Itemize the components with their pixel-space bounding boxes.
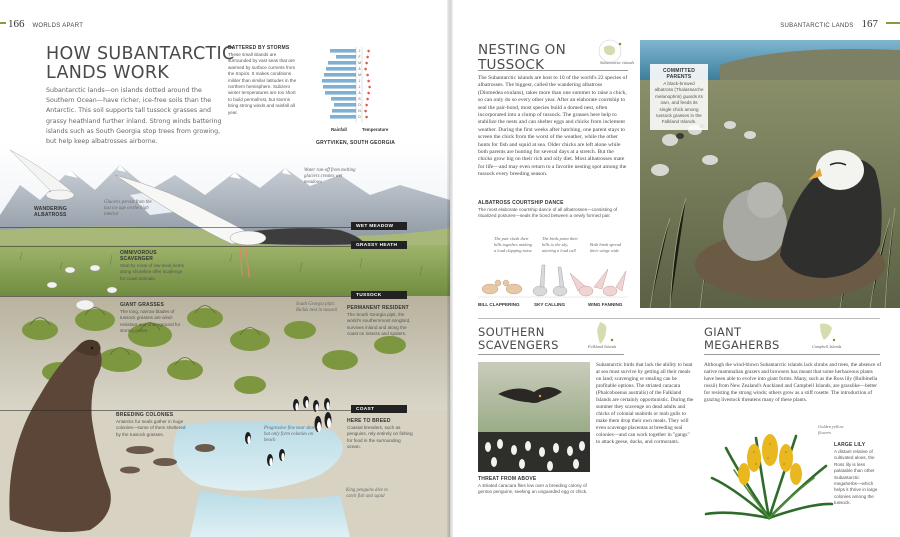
scavengers-rule [478, 354, 624, 355]
battered-head: BATTERED BY STORMS [228, 45, 290, 51]
megaherbs-title-line1: GIANT [704, 325, 742, 339]
page-title-line1: HOW SUBANTARCTIC [46, 44, 235, 64]
scavengers-title-line1: SOUTHERN [478, 325, 545, 339]
svg-text:F: F [358, 55, 361, 59]
svg-text:✱: ✱ [365, 114, 369, 120]
svg-text:✱: ✱ [366, 72, 370, 78]
dance-caption [478, 200, 628, 220]
committed-caption [650, 64, 708, 130]
svg-text:A: A [358, 91, 361, 95]
svg-text:✱: ✱ [364, 66, 368, 72]
map-icon-falklands [588, 320, 620, 346]
committed-head: COMMITTED PARENTS [662, 68, 696, 80]
nesting-title-line2: TUSSOCK [478, 57, 545, 73]
rainfall-bars [322, 49, 356, 119]
caracara-photo [478, 362, 590, 472]
rain-bar-dec [330, 115, 356, 119]
dance-note-clap: The pair clash their bills together, making a loud clapping noise [494, 236, 532, 253]
courtship-dance-illustration [478, 255, 628, 305]
megaherbs-rule [704, 354, 880, 355]
zone-line-grassy-heath [0, 246, 405, 247]
svg-text:✱: ✱ [367, 48, 371, 54]
temperature-markers [364, 49, 372, 120]
svg-text:J: J [358, 49, 361, 53]
rain-bar-jun [322, 79, 356, 83]
lily-head: LARGE LILY [834, 442, 866, 448]
svg-text:A: A [358, 67, 361, 71]
rain-bar-may [324, 73, 356, 77]
map-icon-campbell [812, 320, 844, 346]
omnivorous-caption [120, 250, 186, 282]
rain-bar-feb [336, 55, 356, 59]
right-section-label: SUBANTARCTIC LANDS [780, 23, 854, 29]
committed-body: A black-browed albatross (Thalassarche melanophris) guards its own, and feeds its single chick among tussock grasses in the Falkland Islands. [654, 81, 704, 125]
svg-text:✱: ✱ [367, 78, 371, 84]
right-page [450, 0, 900, 537]
svg-text:✱: ✱ [364, 108, 368, 114]
zone-line-wet-meadow [0, 227, 405, 228]
rain-bar-aug [325, 91, 356, 95]
resident-head: PERMANENT RESIDENT [347, 305, 409, 311]
hereto-body: Coastal breeders, such as penguins, rely entirely on fishing for food in the surrounding ocean. [347, 425, 413, 450]
svg-text:✱: ✱ [366, 96, 370, 102]
right-folio [780, 18, 878, 30]
svg-text:✱: ✱ [365, 102, 369, 108]
dance-note-wing: Both birds spread their wings wide [590, 242, 622, 253]
svg-text:O: O [358, 103, 361, 107]
svg-text:D: D [358, 115, 361, 119]
glaciers-note: Glaciers persist from the last ice age on the high interior [104, 200, 152, 217]
battered-caption [228, 45, 298, 116]
lily-caption [834, 442, 882, 507]
breeding-body: Antarctic fur seals gather in huge colonies—some of them sheltered by the tussock grasses. [116, 419, 186, 437]
svg-text:M: M [358, 73, 361, 77]
climate-chart-svg [304, 45, 408, 135]
hereto-head: HERE TO BREED [347, 418, 391, 424]
svg-text:✱: ✱ [366, 54, 370, 60]
zone-tab-coast: COAST [351, 405, 407, 413]
book-gutter [447, 0, 453, 537]
left-folio [8, 18, 83, 30]
omnivorous-body: Starchy roots of low-level herbs along shoreline offer scavenge for coast animals. [120, 263, 185, 281]
king-penguin-note: King penguins dive to catch fish and squid [346, 488, 388, 499]
nesting-body: The Subantarctic islands are host to 10 of the world's 22 species of albatrosses. The biggest, called the wandering albatross (Diomedea exulans), takes more than one summer to raise a chick, so can only do so every other year. After an elaborate courtship to seal the pair-bond, most species build a domed nest, often incorporated into a clump of tussock. The grasses here help to stabilize the nests and can shelter eggs and chicks from inclement weather. During the first weeks after hatching, one parent stays to screen the chick from the worst of the weather, while the other hunts for fish and squid at sea. Older chicks are left alone while both parents are hunting for several days at a stretch. But the chicks grow big on their rich and oily diet. Most albatrosses mate for life—and may even return to a favorite nesting spot among the tussock every breeding season. [478, 75, 628, 178]
omnivorous-head: OMNIVOROUS SCAVENGER [120, 250, 157, 262]
svg-text:N: N [358, 109, 361, 113]
svg-text:J: J [358, 85, 361, 89]
left-folio-bar [0, 22, 6, 24]
ross-lily-illustration [704, 418, 834, 528]
zone-tab-wet-meadow: WET MEADOW [351, 222, 407, 230]
rain-bar-nov [332, 109, 356, 113]
wandering-label [34, 206, 74, 219]
giant-grasses-body: The long, narrow blades of tussock grasses are wind-resistant and underground for storing gases. [120, 309, 181, 334]
page-title [46, 45, 234, 83]
rain-bar-jul [323, 85, 356, 89]
right-folio-bar [886, 22, 900, 24]
rain-bar-sep [331, 97, 356, 101]
dance-label-sky: SKY CALLING [534, 302, 566, 307]
map-note-falklands: Falkland Islands [588, 344, 617, 349]
rain-bar-mar [328, 61, 356, 65]
lily-body: A distant relative of cultivated aloes, the Ross lily is less palatable than other Subantarctic megaherbs—which helps it thrive in large colonies among the tussock. [834, 449, 878, 506]
svg-text:✱: ✱ [368, 84, 372, 90]
pipit-note: South Georgia pipit. Builds nest in tussock [296, 302, 338, 313]
dance-head: ALBATROSS COURTSHIP DANCE [478, 200, 564, 206]
water-runoff-note: Water run-off from melting glaciers creates wet meadows [304, 168, 356, 185]
nesting-title-line1: NESTING ON [478, 42, 567, 58]
rain-bar-apr [326, 67, 356, 71]
left-section-label: WORLDS APART [32, 23, 84, 29]
lily-flowers-note: Golden yellow flowers [818, 424, 844, 435]
rain-bar-jan [330, 49, 356, 53]
right-page-number: 167 [861, 18, 878, 30]
map-note-campbell: Campbell Islands [812, 344, 842, 349]
zone-tab-grassy-heath: GRASSY HEATH [351, 241, 407, 249]
map-note-subantarctic: Subantarctic islands [600, 60, 635, 65]
hereto-caption [347, 418, 413, 451]
progressive-note: Progressive fine near shore, but only form colonies on beach [264, 426, 318, 443]
nesting-rule [478, 70, 628, 71]
left-page-number: 166 [8, 18, 25, 30]
section-divider [478, 318, 880, 319]
dance-label-wing: WING FANNING [588, 302, 623, 307]
megaherbs-body: Although the wind-blown Subantarctic islands lack shrubs and trees, the absence of native mammalian grazers and browsers has meant that some herbaceous plants have been able to evolve into giant forms. Many, such as the Ross lily (Bulbinella rossii) from New Zealand's Auckland and Campbell Islands, are grasslike—better for resisting the strong winds; others grow as a stiff rosette. The introduction of grazing livestock threatens many of these plants. [704, 362, 882, 403]
climate-chart [304, 45, 408, 157]
breeding-head: BREEDING COLONIES [116, 412, 174, 418]
threat-caption [478, 476, 590, 496]
megaherbs-title [704, 326, 780, 352]
threat-head: THREAT FROM ABOVE [478, 476, 537, 482]
dance-note-sky: The birds point their bills to the sky, uttering a loud call [542, 236, 579, 253]
chart-location: GRYTVIKEN, SOUTH GEORGIA [316, 140, 396, 146]
zone-tab-tussock: TUSSOCK [351, 291, 407, 299]
svg-text:✱: ✱ [365, 60, 369, 66]
temperature-label: Temperature [362, 127, 389, 132]
resident-caption [347, 305, 413, 338]
month-initials [358, 49, 361, 119]
megaherbs-title-line2: MEGAHERBS [704, 338, 780, 352]
rainfall-label: Rainfall [331, 127, 347, 132]
battered-body: These small islands are surrounded by vast seas that are warmed by surface currents from the tropics. It makes conditions milder than similar latitudes in the northern hemisphere. Subzero winter temperatures are too short to build permafrost, but storms bring strong winds and rainfall all year. [228, 52, 297, 115]
giant-grasses-head: GIANT GRASSES [120, 302, 164, 308]
dance-label-bill: BILL CLAPPERING [478, 302, 520, 307]
scavengers-body: Subantarctic birds that lack the ability to hunt at sea must survive by getting all their meals on land; scavenging or stealing can be profitable options. The striated caracara (Phalcoboenus australis) of the Falkland Islands are certainly opportunistic. During the summer they scavenge on dead adults and chicks of colonial seabirds or mob gulls to make them drop their own meals. They will even scavenge placentas at breeding seal colonies—and can work together in "gangs" to attack geese, ducks, and cormorants. [596, 362, 694, 445]
wandering-label-text: WANDERING ALBATROSS [34, 206, 67, 218]
zone-line-coast [0, 410, 405, 411]
nesting-title [478, 43, 566, 73]
scavengers-title [478, 326, 559, 352]
scavengers-title-line2: SCAVENGERS [478, 338, 559, 352]
dance-body: The most elaborate courtship dance of all albatrosses—consisting of ritualized postures—seals the bond between a newly formed pair. [478, 207, 618, 219]
svg-text:J: J [358, 79, 361, 83]
svg-text:S: S [358, 97, 361, 101]
svg-text:M: M [358, 61, 361, 65]
intro-text: Subantarctic lands—on islands dotted around the Southern Ocean—have richer, ice-free soils than the Antarctic. This soil supports tall tussock grasses and grassy heathland further inland. Strong winds battering islands such as South Georgia stop trees from growing, but help keep albatrosses airborne. [46, 87, 222, 146]
threat-body: A striated caracara flies low over a breeding colony of gentoo penguins, seeking an unguarded egg or chick. [478, 483, 588, 495]
svg-text:✱: ✱ [367, 90, 371, 96]
breeding-caption [116, 412, 186, 438]
rain-bar-oct [334, 103, 356, 107]
giant-grasses-caption [120, 302, 186, 335]
zone-line-tussock [0, 296, 405, 297]
page-title-line2: LANDS WORK [46, 63, 170, 83]
resident-body: The South Georgia pipit, the world's southernmost songbird, survives inland and along the coast on insects and spiders. [347, 312, 411, 337]
caracara-photo-img [478, 362, 590, 472]
